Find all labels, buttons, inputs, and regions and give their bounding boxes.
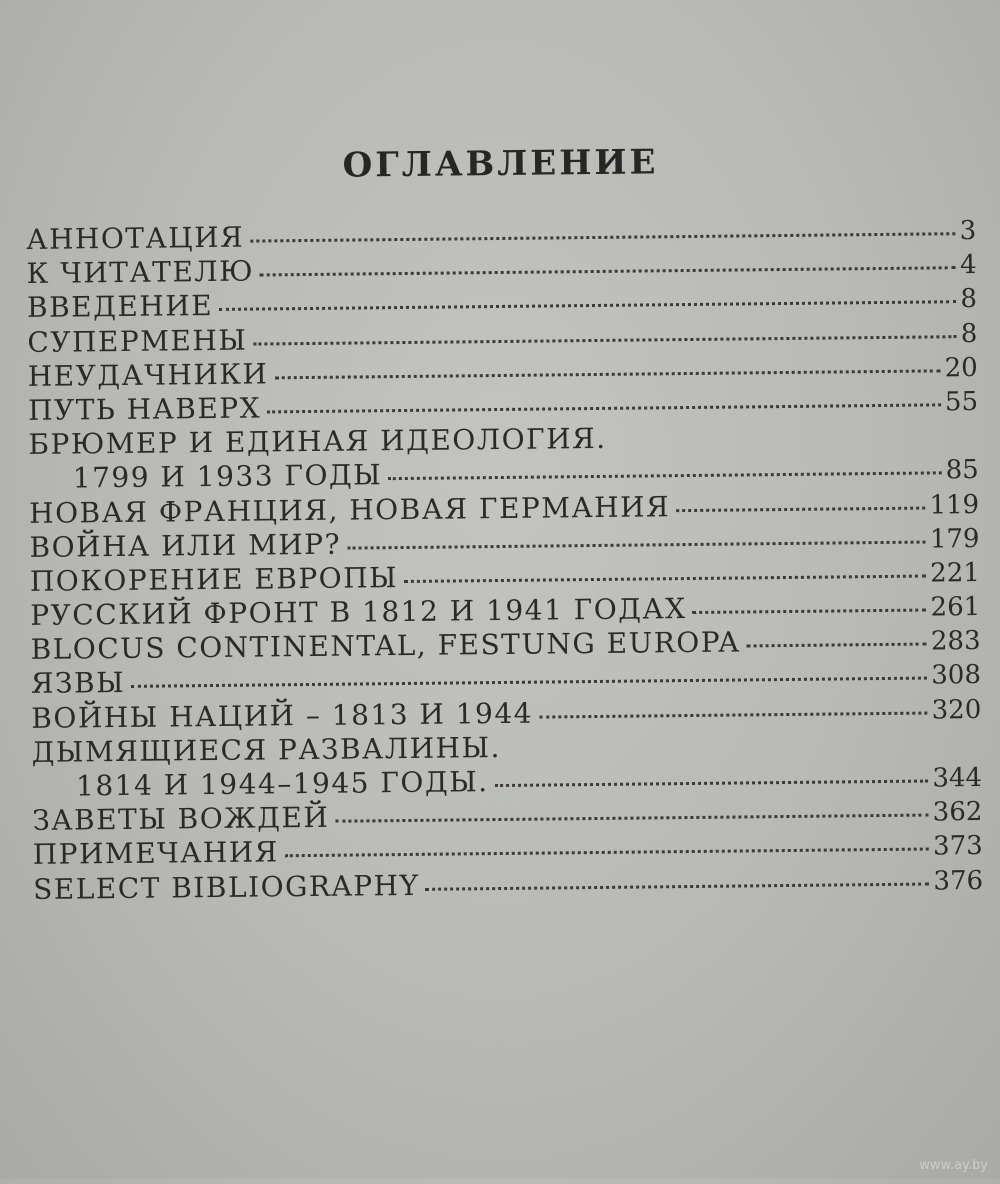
watermark: www.ay.by <box>919 1158 988 1173</box>
toc-entry-page: 8 <box>960 282 977 316</box>
toc-entry-page: 55 <box>945 385 978 420</box>
toc-entry-label: АННОТАЦИЯ <box>26 221 244 257</box>
toc-entry-label: 1799 И 1933 ГОДЫ <box>29 459 383 497</box>
toc-entry-label: НОВАЯ ФРАНЦИЯ, НОВАЯ ГЕРМАНИЯ <box>29 490 670 531</box>
toc-entry-page: 20 <box>944 351 977 386</box>
dot-leader <box>347 539 926 549</box>
toc-entry-label: 1814 И 1944–1945 ГОДЫ. <box>32 765 489 804</box>
toc-entry-page: 221 <box>930 556 980 591</box>
toc-entry-label: К ЧИТАТЕЛЮ <box>26 255 254 292</box>
toc-entry-page: 376 <box>933 864 983 899</box>
toc-entry-label: ВВЕДЕНИЕ <box>27 289 213 325</box>
toc-entry-page: 4 <box>960 248 977 282</box>
toc-entry-page: 85 <box>946 453 979 488</box>
toc-entry-page: 8 <box>961 317 978 351</box>
toc-entry-page: 344 <box>932 761 982 796</box>
page-title: ОГЛАВЛЕНИЕ <box>0 139 1000 190</box>
toc-entry-label: BLOCUS CONTINENTAL, FESTUNG EUROPA <box>30 626 740 668</box>
dot-leader <box>404 573 926 582</box>
toc-entry-page: 308 <box>931 658 981 693</box>
dot-leader <box>260 265 956 276</box>
toc-entry-label: ЯЗВЫ <box>31 666 126 701</box>
toc-entry-page: 373 <box>933 829 983 864</box>
toc-entry-page: 179 <box>930 522 980 557</box>
toc-entry-label: ПОКОРЕНИЕ ЕВРОПЫ <box>30 561 399 599</box>
toc-entry-label: SELECT BIBLIOGRAPHY <box>33 868 420 906</box>
dot-leader <box>274 368 940 379</box>
toc-entry-label: ЗАВЕТЫ ВОЖДЕЙ <box>32 801 329 838</box>
toc-entry-page: 119 <box>929 487 979 522</box>
dot-leader <box>285 847 929 858</box>
dot-leader <box>746 642 927 648</box>
dot-leader <box>539 710 928 718</box>
table-of-contents <box>26 213 983 907</box>
toc-entry-label: ВОЙНА ИЛИ МИР? <box>29 527 341 564</box>
toc-entry-page: 3 <box>960 214 977 248</box>
dot-leader <box>693 608 927 614</box>
toc-entry-label: НЕУДАЧНИКИ <box>28 357 269 394</box>
toc-entry-label: ДЫМЯЩИЕСЯ РАЗВАЛИНЫ. <box>32 731 502 770</box>
toc-entry-label: БРЮМЕР И ЕДИНАЯ ИДЕОЛОГИЯ. <box>28 422 606 462</box>
dot-leader <box>267 402 941 413</box>
dot-leader <box>335 813 928 823</box>
toc-entry-page: 362 <box>933 795 983 830</box>
dot-leader <box>131 676 927 688</box>
toc-entry-label: СУПЕРМЕНЫ <box>27 323 247 360</box>
dot-leader <box>676 505 925 512</box>
toc-entry-label: ПРИМЕЧАНИЯ <box>33 836 279 873</box>
dot-leader <box>495 779 929 788</box>
toc-entry-label: ВОЙНЫ НАЦИЙ – 1813 И 1944 <box>31 696 533 735</box>
dot-leader <box>425 881 929 890</box>
toc-entry-page: 283 <box>931 624 981 659</box>
dot-leader <box>250 231 956 242</box>
toc-entry-page: 261 <box>930 590 980 625</box>
dot-leader <box>219 300 956 312</box>
toc-entry-page: 320 <box>931 693 981 728</box>
toc-entry-label: РУССКИЙ ФРОНТ В 1812 И 1941 ГОДАХ <box>30 592 687 633</box>
dot-leader <box>253 334 957 345</box>
dot-leader <box>388 471 941 481</box>
toc-entry-label: ПУТЬ НАВЕРХ <box>28 391 261 428</box>
